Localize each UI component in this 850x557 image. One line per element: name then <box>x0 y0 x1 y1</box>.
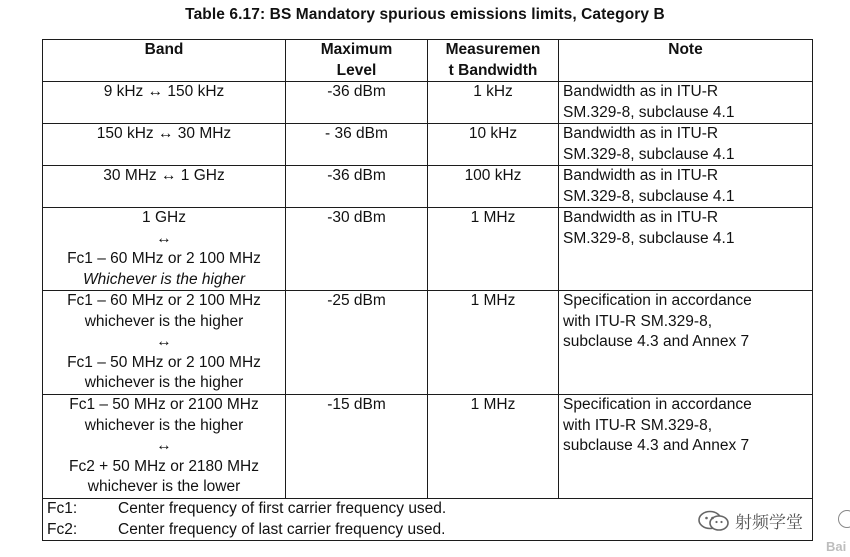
bandwidth-cell: 1 MHz <box>428 395 559 499</box>
table-row <box>43 166 813 208</box>
emissions-table <box>42 39 813 541</box>
level-cell: -25 dBm <box>286 291 428 395</box>
note-cell: Bandwidth as in ITU-R SM.329-8, subclause 4.1 <box>559 166 813 208</box>
band-cell: Fc1 – 50 MHz or 2100 MHz whichever is the higher ↔ Fc2 + 50 MHz or 2180 MHz whichever is the lower <box>43 395 286 499</box>
level-cell: -30 dBm <box>286 208 428 291</box>
table-row <box>43 291 813 395</box>
level-cell: -36 dBm <box>286 166 428 208</box>
table-row <box>43 208 813 291</box>
header-band: Band <box>43 40 286 82</box>
footnote-label: Fc1: <box>47 500 78 517</box>
band-cell: 9 kHz ↔ 150 kHz <box>43 82 286 124</box>
band-cell: 30 MHz ↔ 1 GHz <box>43 166 286 208</box>
band-cell: 1 GHz ↔ Fc1 – 60 MHz or 2 100 MHz Whichever is the higher <box>43 208 286 291</box>
band-cell: 150 kHz ↔ 30 MHz <box>43 124 286 166</box>
table-row <box>43 82 813 124</box>
watermark-circle <box>838 510 850 528</box>
level-cell: - 36 dBm <box>286 124 428 166</box>
table-row <box>43 124 813 166</box>
watermark <box>693 506 807 535</box>
bandwidth-cell: 10 kHz <box>428 124 559 166</box>
note-cell: Bandwidth as in ITU-R SM.329-8, subclause 4.1 <box>559 208 813 291</box>
band-cell: Fc1 – 60 MHz or 2 100 MHz whichever is the higher ↔ Fc1 – 50 MHz or 2 100 MHz whichever is the higher <box>43 291 286 395</box>
wechat-logo-icon <box>697 510 731 532</box>
level-cell: -36 dBm <box>286 82 428 124</box>
table-title: Table 6.17: BS Mandatory spurious emissions limits, Category B <box>185 6 665 23</box>
footnote-text: Center frequency of first carrier frequency used. <box>118 500 447 517</box>
bandwidth-cell: 100 kHz <box>428 166 559 208</box>
corner-watermark: Bai <box>826 539 847 554</box>
header-note: Note <box>559 40 813 82</box>
bandwidth-cell: 1 kHz <box>428 82 559 124</box>
footnote-text: Center frequency of last carrier frequency used. <box>118 520 446 538</box>
table-row <box>43 395 813 499</box>
bandwidth-cell: 1 MHz <box>428 208 559 291</box>
bandwidth-cell: 1 MHz <box>428 291 559 395</box>
level-cell: -15 dBm <box>286 395 428 499</box>
note-cell: Bandwidth as in ITU-R SM.329-8, subclause 4.1 <box>559 124 813 166</box>
watermark-text: 射频学堂 <box>735 513 803 533</box>
note-cell: Specification in accordance with ITU-R SM.329-8, subclause 4.3 and Annex 7 <box>559 395 813 499</box>
note-cell: Bandwidth as in ITU-R SM.329-8, subclause 4.1 <box>559 82 813 124</box>
header-level: Maximum Level <box>286 40 428 82</box>
header-row <box>43 40 813 82</box>
note-cell: Specification in accordance with ITU-R SM.329-8, subclause 4.3 and Annex 7 <box>559 291 813 395</box>
footnote-label: Fc2: <box>47 520 78 538</box>
header-bandwidth: Measuremen t Bandwidth <box>428 40 559 82</box>
